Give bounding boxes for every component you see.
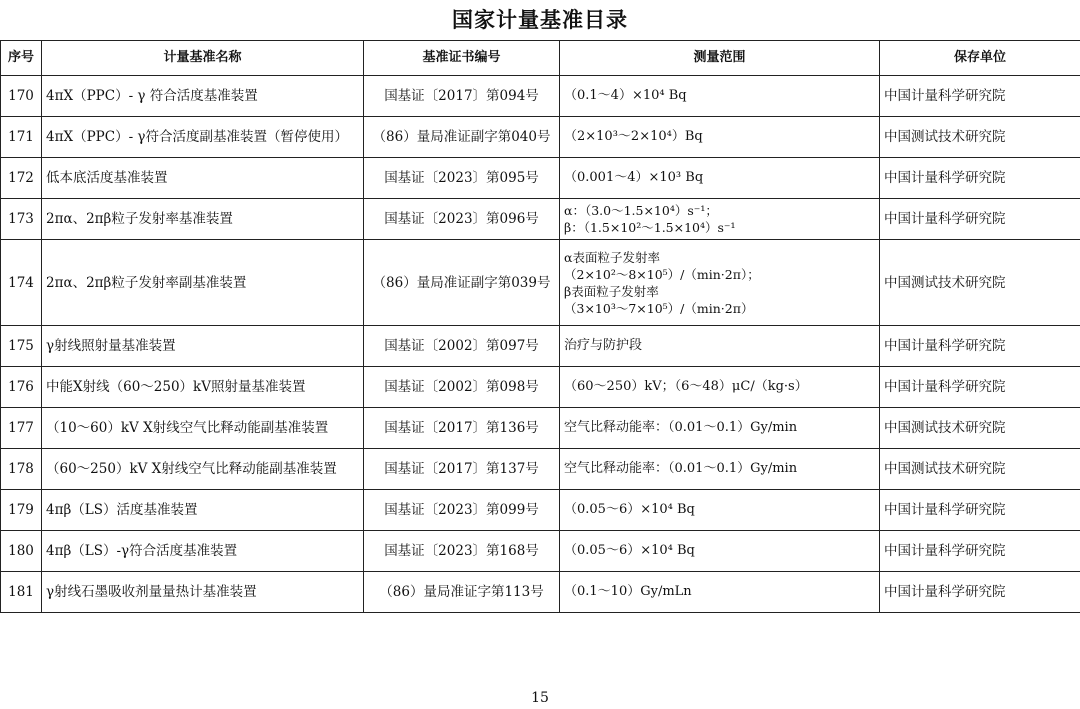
range-line: 治疗与防护段 [564,338,643,353]
table-header-row [1,41,1080,76]
cell-range [560,240,880,326]
cell-range [560,367,880,408]
cell-range [560,531,880,572]
range-line: （60～250）kV；（6～48）μC/（kg·s） [564,379,808,394]
cell-no: 179 [1,490,42,531]
range-line: （3×10³～7×10⁵）/（min·2π） [564,300,754,316]
cell-unit: 中国计量科学研究院 [880,572,1080,613]
table-row [1,572,1080,613]
cell-name: （10～60）kV X射线空气比释动能副基准装置 [42,408,364,449]
range-line: （0.1～4）×10⁴ Bq [564,88,687,103]
range-line: （2×10²～8×10⁵）/（min·2π）； [564,266,760,282]
cell-cert: 国基证〔2023〕第168号 [364,531,560,572]
standards-table [0,40,1080,613]
cell-cert: 国基证〔2002〕第097号 [364,326,560,367]
cell-no: 173 [1,199,42,240]
table-row [1,240,1080,326]
range-line: （0.1～10）Gy/mLn [564,584,692,599]
cell-range [560,199,880,240]
cell-range [560,326,880,367]
cell-name: 2πα、2πβ粒子发射率基准装置 [42,199,364,240]
cell-cert: 国基证〔2017〕第137号 [364,449,560,490]
header-cert: 基准证书编号 [364,41,560,76]
cell-range [560,76,880,117]
cell-name: 4πX（PPC）- γ符合活度副基准装置（暂停使用） [42,117,364,158]
table-row [1,449,1080,490]
cell-no: 175 [1,326,42,367]
cell-no: 171 [1,117,42,158]
cell-unit: 中国计量科学研究院 [880,367,1080,408]
cell-name: 4πβ（LS）活度基准装置 [42,490,364,531]
table-row [1,158,1080,199]
cell-range [560,117,880,158]
cell-unit: 中国测试技术研究院 [880,117,1080,158]
cell-range [560,490,880,531]
cell-no: 180 [1,531,42,572]
range-line: （2×10³～2×10⁴）Bq [564,129,703,144]
cell-name: γ射线照射量基准装置 [42,326,364,367]
range-line: α：（3.0～1.5×10⁴）s⁻¹； [564,203,718,218]
table-body [1,76,1080,613]
page-title: 国家计量基准目录 [452,8,628,32]
table-row [1,326,1080,367]
cell-cert: 国基证〔2002〕第098号 [364,367,560,408]
cell-no: 181 [1,572,42,613]
cell-name: 低本底活度基准装置 [42,158,364,199]
range-line: （0.05～6）×10⁴ Bq [564,543,695,558]
header-name: 计量基准名称 [42,41,364,76]
cell-range [560,408,880,449]
table-row [1,490,1080,531]
cell-name: 4πX（PPC）- γ 符合活度基准装置 [42,76,364,117]
cell-unit: 中国计量科学研究院 [880,490,1080,531]
cell-unit: 中国测试技术研究院 [880,408,1080,449]
cell-cert: 国基证〔2023〕第095号 [364,158,560,199]
cell-no: 170 [1,76,42,117]
range-line: α表面粒子发射率 [564,249,660,265]
range-line: （0.05～6）×10⁴ Bq [564,502,695,517]
cell-unit: 中国测试技术研究院 [880,240,1080,326]
cell-unit: 中国测试技术研究院 [880,449,1080,490]
table-row [1,408,1080,449]
cell-unit: 中国计量科学研究院 [880,76,1080,117]
cell-range [560,449,880,490]
cell-cert: 国基证〔2023〕第096号 [364,199,560,240]
cell-no: 178 [1,449,42,490]
table-row [1,199,1080,240]
header-unit: 保存单位 [880,41,1080,76]
cell-unit: 中国计量科学研究院 [880,158,1080,199]
page-number: 15 [531,690,549,706]
cell-no: 172 [1,158,42,199]
cell-unit: 中国计量科学研究院 [880,199,1080,240]
cell-cert: 国基证〔2017〕第136号 [364,408,560,449]
cell-name: γ射线石墨吸收剂量量热计基准装置 [42,572,364,613]
cell-cert: （86）量局准证副字第039号 [364,240,560,326]
cell-cert: （86）量局准证字第113号 [364,572,560,613]
cell-cert: 国基证〔2017〕第094号 [364,76,560,117]
table-row [1,531,1080,572]
header-no: 序号 [1,41,42,76]
cell-cert: （86）量局准证副字第040号 [364,117,560,158]
cell-no: 177 [1,408,42,449]
table-row [1,76,1080,117]
cell-range [560,158,880,199]
cell-unit: 中国计量科学研究院 [880,326,1080,367]
cell-name: 4πβ（LS）-γ符合活度基准装置 [42,531,364,572]
table-row [1,117,1080,158]
header-range: 测量范围 [560,41,880,76]
cell-cert: 国基证〔2023〕第099号 [364,490,560,531]
range-line: （0.001～4）×10³ Bq [564,170,704,185]
range-line: β表面粒子发射率 [564,283,659,299]
cell-name: 2πα、2πβ粒子发射率副基准装置 [42,240,364,326]
cell-no: 176 [1,367,42,408]
range-line: β：（1.5×10²～1.5×10⁴）s⁻¹ [564,220,736,235]
range-line: 空气比释动能率：（0.01～0.1）Gy/min [564,420,798,435]
cell-name: 中能X射线（60～250）kV照射量基准装置 [42,367,364,408]
table-row [1,367,1080,408]
range-line: 空气比释动能率：（0.01～0.1）Gy/min [564,461,798,476]
cell-range [560,572,880,613]
cell-unit: 中国计量科学研究院 [880,531,1080,572]
cell-name: （60～250）kV X射线空气比释动能副基准装置 [42,449,364,490]
cell-no: 174 [1,240,42,326]
